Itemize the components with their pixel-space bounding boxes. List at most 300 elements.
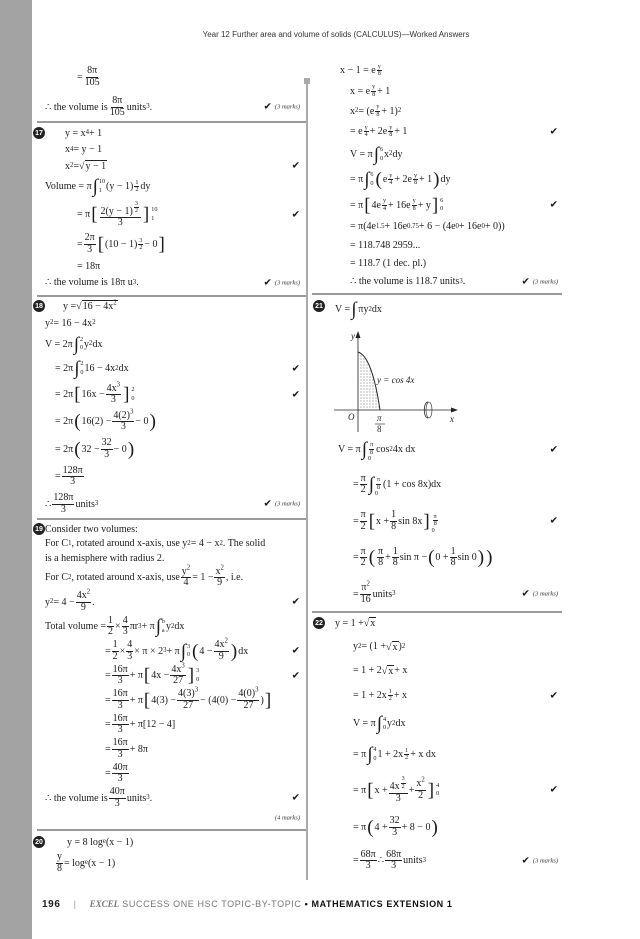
bracket: (	[428, 547, 435, 568]
math-text: 68π	[386, 848, 402, 860]
math-text: − 0	[113, 443, 127, 455]
math-text: 3	[117, 773, 123, 785]
math-text: 32	[389, 815, 400, 826]
math-text: 16π	[112, 712, 128, 724]
math-text: .	[92, 596, 95, 608]
lower-limit	[368, 456, 375, 462]
math-text: 3	[117, 724, 123, 736]
denominator	[134, 187, 139, 193]
math-text: = π	[350, 199, 364, 211]
math-text: ×	[115, 621, 121, 633]
math-text: dy	[392, 148, 403, 160]
integral-sign: ∫	[155, 616, 161, 638]
math-group	[77, 590, 90, 601]
answer-21	[315, 299, 558, 320]
integral-sign: ∫	[373, 143, 379, 165]
solution-line	[340, 170, 558, 189]
integral-limits	[80, 337, 83, 352]
math-text: y	[166, 621, 171, 633]
math-text: 1	[98, 186, 102, 194]
bracket: )	[230, 640, 238, 662]
denominator	[388, 132, 393, 138]
math-text: 2	[219, 539, 223, 547]
lower-limit	[131, 396, 134, 402]
math-text: 3	[163, 647, 167, 655]
check-icon: ✔	[263, 101, 272, 113]
lower-limit	[99, 188, 105, 194]
solution-line	[338, 580, 558, 605]
superscript	[181, 662, 184, 669]
math-text: 10	[151, 206, 158, 214]
math-text: 4(2)	[113, 409, 131, 421]
denominator	[360, 485, 367, 496]
bracket: ]	[158, 233, 165, 255]
integral-sign: ∫	[361, 439, 367, 460]
math-text: 0	[79, 344, 84, 352]
integral	[361, 439, 375, 463]
divider	[37, 121, 306, 123]
math-text: ∴	[377, 855, 385, 867]
math-text: 2	[360, 557, 366, 568]
superscript	[255, 687, 258, 694]
square-root	[386, 641, 399, 653]
evaluation-limits	[436, 783, 439, 798]
math-text: x	[388, 665, 394, 677]
denominator	[242, 701, 254, 712]
integral	[368, 474, 382, 498]
math-text: For C	[45, 538, 69, 550]
integral	[364, 170, 373, 189]
math-text: = log	[64, 857, 85, 869]
math-text: dx	[118, 363, 129, 375]
curve-label: y = cos 4x	[377, 375, 415, 385]
upper-limit	[380, 147, 383, 153]
math-text: 2	[92, 319, 96, 327]
math-text: π	[433, 512, 437, 520]
math-group	[238, 688, 258, 699]
math-text: = 16 − 4x	[53, 317, 93, 329]
math-text: 105	[109, 106, 125, 118]
math-text: y	[45, 596, 50, 608]
math-text: = 4 −	[53, 596, 75, 608]
math-text: 3	[138, 622, 142, 630]
radical-sign: √	[386, 641, 392, 653]
math-text: + 2e	[394, 174, 412, 186]
math-text: .	[149, 101, 153, 113]
denominator	[216, 578, 223, 589]
answer-21-working	[338, 440, 558, 605]
math-group	[178, 688, 198, 699]
superscript	[387, 689, 394, 703]
math-text: y	[84, 338, 90, 350]
denominator	[371, 92, 376, 98]
radicand	[392, 641, 399, 653]
mark-indicator	[522, 855, 558, 866]
check-icon: ✔	[521, 276, 530, 288]
x-intercept-denominator: 8	[377, 424, 382, 434]
math-text: 8	[57, 862, 62, 874]
math-text: Consider two volumes:	[45, 523, 138, 535]
superscript	[87, 589, 90, 596]
solution-line	[45, 127, 300, 139]
math-text: e	[84, 859, 88, 866]
math-text: =	[353, 552, 359, 563]
upper-limit	[373, 747, 376, 753]
math-text: 10	[98, 178, 106, 186]
math-text: 0	[440, 205, 444, 213]
fraction	[62, 466, 84, 488]
mark-indicator	[522, 276, 558, 287]
check-icon: ✔	[291, 160, 300, 172]
solution-line	[45, 96, 300, 118]
superscript	[381, 198, 388, 212]
solution-line	[340, 104, 558, 118]
math-text: + 16e	[388, 199, 411, 211]
mark-indicator	[292, 363, 300, 374]
math-text: = π	[353, 821, 367, 833]
math-text: 27	[173, 675, 184, 687]
y-axis-arrow-icon	[356, 331, 361, 338]
math-text: x	[384, 148, 390, 160]
square-root	[79, 160, 107, 172]
marks-label: (3 marks)	[532, 278, 558, 286]
check-icon: ✔	[549, 444, 558, 455]
math-text: − (4(0) −	[200, 694, 237, 706]
math-text: 1	[450, 545, 456, 557]
math-text: 3	[422, 856, 426, 864]
math-text: x = e	[350, 85, 371, 97]
marks-label: (3 marks)	[274, 279, 300, 287]
numerator	[364, 125, 369, 132]
math-text: 9	[218, 650, 224, 662]
fraction	[404, 748, 409, 762]
math-text: =	[105, 768, 111, 780]
math-text: 9	[217, 577, 223, 589]
math-text: dx	[238, 645, 249, 657]
mark-indicator	[292, 161, 300, 172]
math-text: 0	[373, 755, 377, 763]
math-text: y	[376, 104, 380, 111]
lower-limit	[151, 216, 157, 222]
integral-sign: ∫	[364, 169, 370, 191]
math-text: 16	[360, 593, 371, 605]
math-text: y =	[63, 300, 77, 312]
check-icon: ✔	[549, 784, 558, 796]
math-text: (1 + cos 8x)dx	[383, 479, 442, 490]
math-text: πy	[358, 304, 369, 315]
math-text: 4	[127, 639, 133, 651]
math-text: sin 8x	[398, 515, 423, 527]
answer-20-start	[35, 836, 300, 874]
integral-sign: ∫	[92, 176, 98, 198]
math-text: x	[65, 144, 70, 156]
math-text: 3	[117, 675, 123, 687]
fraction	[376, 477, 381, 491]
integral-limits	[162, 619, 165, 634]
denominator	[117, 701, 124, 712]
math-text: 8	[376, 483, 381, 491]
math-text: 2	[360, 484, 366, 495]
math-text: πr	[129, 621, 139, 633]
math-text: =	[105, 670, 111, 682]
superscript	[403, 748, 410, 762]
math-text: 16 − 4x	[84, 363, 116, 375]
math-text: y	[364, 124, 368, 131]
math-text: 4x	[106, 382, 117, 394]
x-axis-arrow-icon	[451, 408, 458, 413]
check-icon: ✔	[521, 588, 530, 600]
denominator	[182, 701, 194, 712]
bracket: ]	[142, 204, 150, 226]
math-text: 4	[436, 781, 440, 789]
lower-limit	[373, 756, 376, 762]
math-text: 8	[392, 557, 398, 568]
integral-limits	[80, 361, 83, 376]
math-text: = 18π	[77, 260, 101, 272]
upper-limit	[370, 172, 373, 178]
denominator	[360, 522, 367, 533]
math-text: 128π	[53, 492, 74, 503]
question-number-badge: 17	[33, 127, 45, 139]
question-number-badge: 18	[33, 300, 45, 312]
numerator	[413, 173, 418, 180]
footer-bullet: •	[304, 899, 309, 909]
math-text: x	[392, 641, 398, 653]
math-text: 0	[374, 490, 379, 498]
fraction	[388, 173, 393, 187]
fraction	[181, 564, 191, 589]
integral-limits	[373, 747, 376, 762]
x-intercept-numerator: π	[377, 413, 382, 423]
check-icon: ✔	[521, 855, 530, 867]
fraction	[106, 381, 121, 406]
math-text: Total volume =	[45, 621, 107, 633]
upper-limit	[375, 477, 382, 491]
fraction	[214, 637, 229, 662]
square-root	[76, 300, 118, 312]
math-text: 3	[365, 860, 371, 872]
check-icon: ✔	[549, 199, 558, 211]
solution-line	[45, 564, 300, 589]
fraction	[112, 763, 129, 785]
math-text: 4(3) −	[151, 694, 177, 706]
math-text: . The solid	[222, 538, 266, 550]
denominator	[391, 828, 398, 839]
solution-line	[45, 177, 300, 196]
solution-line	[45, 66, 300, 88]
math-text: =	[353, 588, 359, 600]
math-text: 16π	[112, 688, 128, 700]
math-text: 3	[114, 797, 120, 809]
math-text: = 4 − x	[190, 538, 220, 550]
lower-limit	[80, 370, 83, 376]
integral	[374, 145, 383, 164]
math-text: 1	[68, 539, 72, 547]
math-text: units	[126, 792, 147, 804]
math-text: 2	[135, 187, 139, 194]
math-text: 32 −	[81, 443, 100, 455]
math-text: 4x	[76, 590, 87, 602]
mark-indicator	[292, 209, 300, 220]
denominator	[375, 112, 380, 118]
math-text: 6	[370, 171, 374, 179]
denominator	[412, 206, 417, 212]
math-text: 4	[122, 614, 128, 626]
fraction	[360, 510, 367, 532]
marks-label: (3 marks)	[274, 103, 300, 111]
math-text: 16π	[112, 663, 128, 675]
bracket: ]	[423, 510, 430, 532]
upper-limit	[440, 198, 443, 204]
lower-limit	[383, 725, 386, 731]
math-text: ×	[119, 645, 126, 657]
math-text: + π	[166, 645, 180, 657]
math-text: =	[353, 479, 359, 490]
denominator	[417, 791, 424, 802]
upper-limit	[80, 361, 83, 367]
fraction	[170, 662, 185, 687]
integral-limits	[99, 179, 105, 194]
denominator	[117, 725, 124, 736]
mark-indicator	[292, 646, 300, 657]
math-group	[416, 778, 424, 789]
denominator	[112, 652, 119, 663]
math-text: 3	[146, 103, 150, 110]
math-text: = 2π	[55, 443, 74, 455]
mark-indicator	[550, 200, 558, 211]
math-group	[215, 639, 228, 650]
numerator	[375, 104, 380, 111]
running-header: Year 12 Further area and volume of solids (CALCULUS)—Worked Answers	[202, 30, 470, 39]
math-text: 2	[139, 244, 143, 251]
math-text: x	[370, 618, 376, 629]
math-text: 8	[450, 557, 456, 568]
lower-limit	[196, 677, 199, 683]
math-text: 0	[367, 455, 372, 463]
math-group	[133, 179, 140, 194]
math-text: 16 − 4x	[82, 301, 114, 312]
mark-indicator	[550, 516, 558, 527]
math-group	[412, 172, 419, 187]
superscript	[117, 381, 120, 388]
math-text: 2	[366, 580, 370, 588]
math-text: dy	[140, 181, 151, 193]
math-text: 4(0)	[238, 688, 256, 700]
math-text: 2	[79, 335, 84, 343]
math-text: 4	[373, 746, 377, 754]
check-icon: ✔	[291, 596, 300, 608]
marks-label: (3 marks)	[274, 500, 300, 508]
math-text: π	[376, 476, 381, 484]
math-text: 3	[459, 277, 463, 285]
math-text: + π	[141, 621, 155, 633]
fraction	[101, 438, 113, 460]
bracket: (	[375, 169, 382, 191]
math-text: π	[360, 509, 366, 520]
math-text: + x dx	[410, 749, 436, 761]
fraction	[415, 776, 425, 801]
numerator	[138, 238, 143, 245]
math-group	[83, 301, 117, 312]
check-icon: ✔	[549, 515, 558, 527]
denominator	[134, 208, 139, 214]
math-text: 3	[117, 748, 123, 760]
integral-limits	[374, 476, 382, 498]
math-text: 3	[134, 200, 138, 207]
math-text: 2	[187, 539, 191, 547]
math-text: 3	[110, 394, 116, 405]
fraction	[112, 665, 129, 687]
math-text: cos	[376, 444, 390, 455]
math-text: y	[389, 124, 393, 131]
mark-indicator	[550, 690, 558, 701]
math-text: + 16e	[458, 221, 482, 233]
fraction	[377, 64, 382, 78]
math-text: 1	[151, 215, 155, 223]
math-text: 2	[355, 107, 359, 115]
denominator	[365, 861, 372, 872]
fraction	[392, 547, 399, 569]
square-root	[364, 617, 377, 629]
solution-line	[340, 221, 558, 233]
math-text: a	[161, 626, 165, 634]
fraction	[390, 510, 397, 532]
mark-indicator	[264, 102, 300, 113]
math-text: x	[65, 160, 70, 172]
bracket: [	[74, 384, 81, 405]
denominator	[84, 78, 101, 89]
math-text: 3	[391, 860, 397, 872]
mark-indicator	[550, 444, 558, 455]
integral-limits	[380, 147, 383, 162]
solution-line	[45, 335, 300, 354]
math-text: y	[412, 198, 416, 205]
numerator	[412, 198, 417, 205]
math-group	[374, 104, 381, 118]
solution-line	[340, 239, 558, 251]
fraction	[214, 564, 224, 589]
integral-sign: ∫	[73, 333, 79, 355]
fraction	[375, 104, 380, 118]
solution-line	[335, 850, 558, 872]
math-text: + π	[129, 694, 143, 706]
math-group	[400, 776, 407, 790]
fraction	[364, 125, 369, 139]
math-text: 105	[84, 76, 100, 88]
fraction	[360, 580, 372, 605]
solution-line	[338, 474, 558, 496]
bracket: [	[364, 194, 371, 216]
math-text: 3	[117, 699, 123, 711]
math-text: + 2e	[369, 126, 388, 138]
math-text: 0	[370, 179, 374, 187]
superscript	[137, 238, 144, 252]
divider	[37, 518, 306, 520]
denominator	[60, 505, 67, 516]
math-text: =	[105, 743, 111, 755]
math-text: x	[215, 565, 221, 577]
superscript	[374, 104, 381, 118]
mark-indicator	[292, 793, 300, 804]
math-text: 8π	[112, 95, 123, 106]
math-text: 27	[243, 699, 254, 711]
radical-sign: √	[363, 618, 370, 629]
math-text: 2	[389, 445, 393, 453]
math-text: = y − 1	[73, 144, 103, 156]
integral	[377, 714, 386, 733]
superscript	[387, 173, 394, 187]
solution-line	[45, 160, 300, 172]
